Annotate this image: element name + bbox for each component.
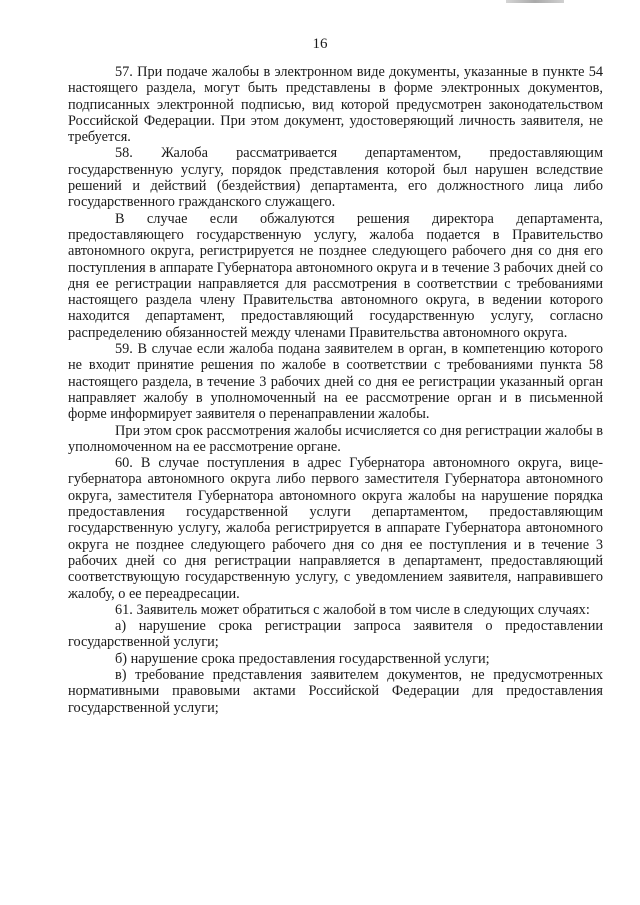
list-item-a: а) нарушение срока регистрации запроса заявителя о предоставлении государственной услуги;: [68, 618, 603, 651]
page-number: 16: [312, 36, 328, 52]
paragraph-60: 60. В случае поступления в адрес Губернатора автономного округа, вице-губернатора автономного округа либо первого заместителя Губернатора автономного округа, заместителя Губернатора автономного округа жалобы на нарушение порядка предоставления государственной услуги департаментом, предоставляющим государственную услугу, жалоба регистрируется в аппарате Губернатора автономного округа не позднее следующего рабочего дня со дня ее поступления и в течение 3 рабочих дней со дня регистрации направляется в департамент, предоставляющий соответствующую государственную услугу, с уведомлением заявителя, направившего жалобу, о ее переадресации.: [68, 455, 603, 602]
paragraph-59: 59. В случае если жалоба подана заявителем в орган, в компетенцию которого не входит принятие решения по жалобе в соответствии с требованиями пункта 58 настоящего раздела, в течение 3 рабочих дней со дня ее регистрации указанный орган направляет жалобу в уполномоченный на ее рассмотрение орган и в письменной форме информирует заявителя о перенаправлении жалобы.: [68, 341, 603, 423]
paragraph-58-appeal-case: В случае если обжалуются решения директора департамента, предоставляющего государственную услугу, жалоба подается в Правительство автономного округа, регистрируется не позднее следующего рабочего дня со дня его поступления в аппарате Губернатора автономного округа и в течение 3 рабочих дней со дня ее регистрации направляется для рассмотрения в соответствии с требованиями настоящего раздела члену Правительства автономного округа, в ведении которого находится департамент, предоставляющий государственную услугу, согласно распределению обязанностей между членами Правительства автономного округа.: [68, 210, 603, 341]
scan-edge-mark: [506, 0, 564, 3]
paragraph-61: 61. Заявитель может обратиться с жалобой в том числе в следующих случаях:: [115, 601, 590, 618]
list-item-v: в) требование представления заявителем документов, не предусмотренных нормативными правовыми актами Российской Федерации для предоставления государственной услуги;: [68, 666, 603, 716]
paragraph-58: 58. Жалоба рассматривается департаментом, предоставляющим государственную услугу, порядок представления которой был нарушен вследствие решений и действий (бездействия) департамента, его должностного лица либо государственного гражданского служащего.: [68, 145, 603, 211]
list-item-b: б) нарушение срока предоставления государственной услуги;: [115, 650, 490, 667]
document-body: [68, 64, 603, 716]
paragraph-59-term: При этом срок рассмотрения жалобы исчисляется со дня регистрации жалобы в уполномоченном на ее рассмотрение органе.: [68, 422, 603, 455]
paragraph-57: 57. При подаче жалобы в электронном виде документы, указанные в пункте 54 настоящего раздела, могут быть представлены в форме электронных документов, подписанных электронной подписью, вид которой предусмотрен законодательством Российской Федерации. При этом документ, удостоверяющий личность заявителя, не требуется.: [68, 64, 603, 146]
